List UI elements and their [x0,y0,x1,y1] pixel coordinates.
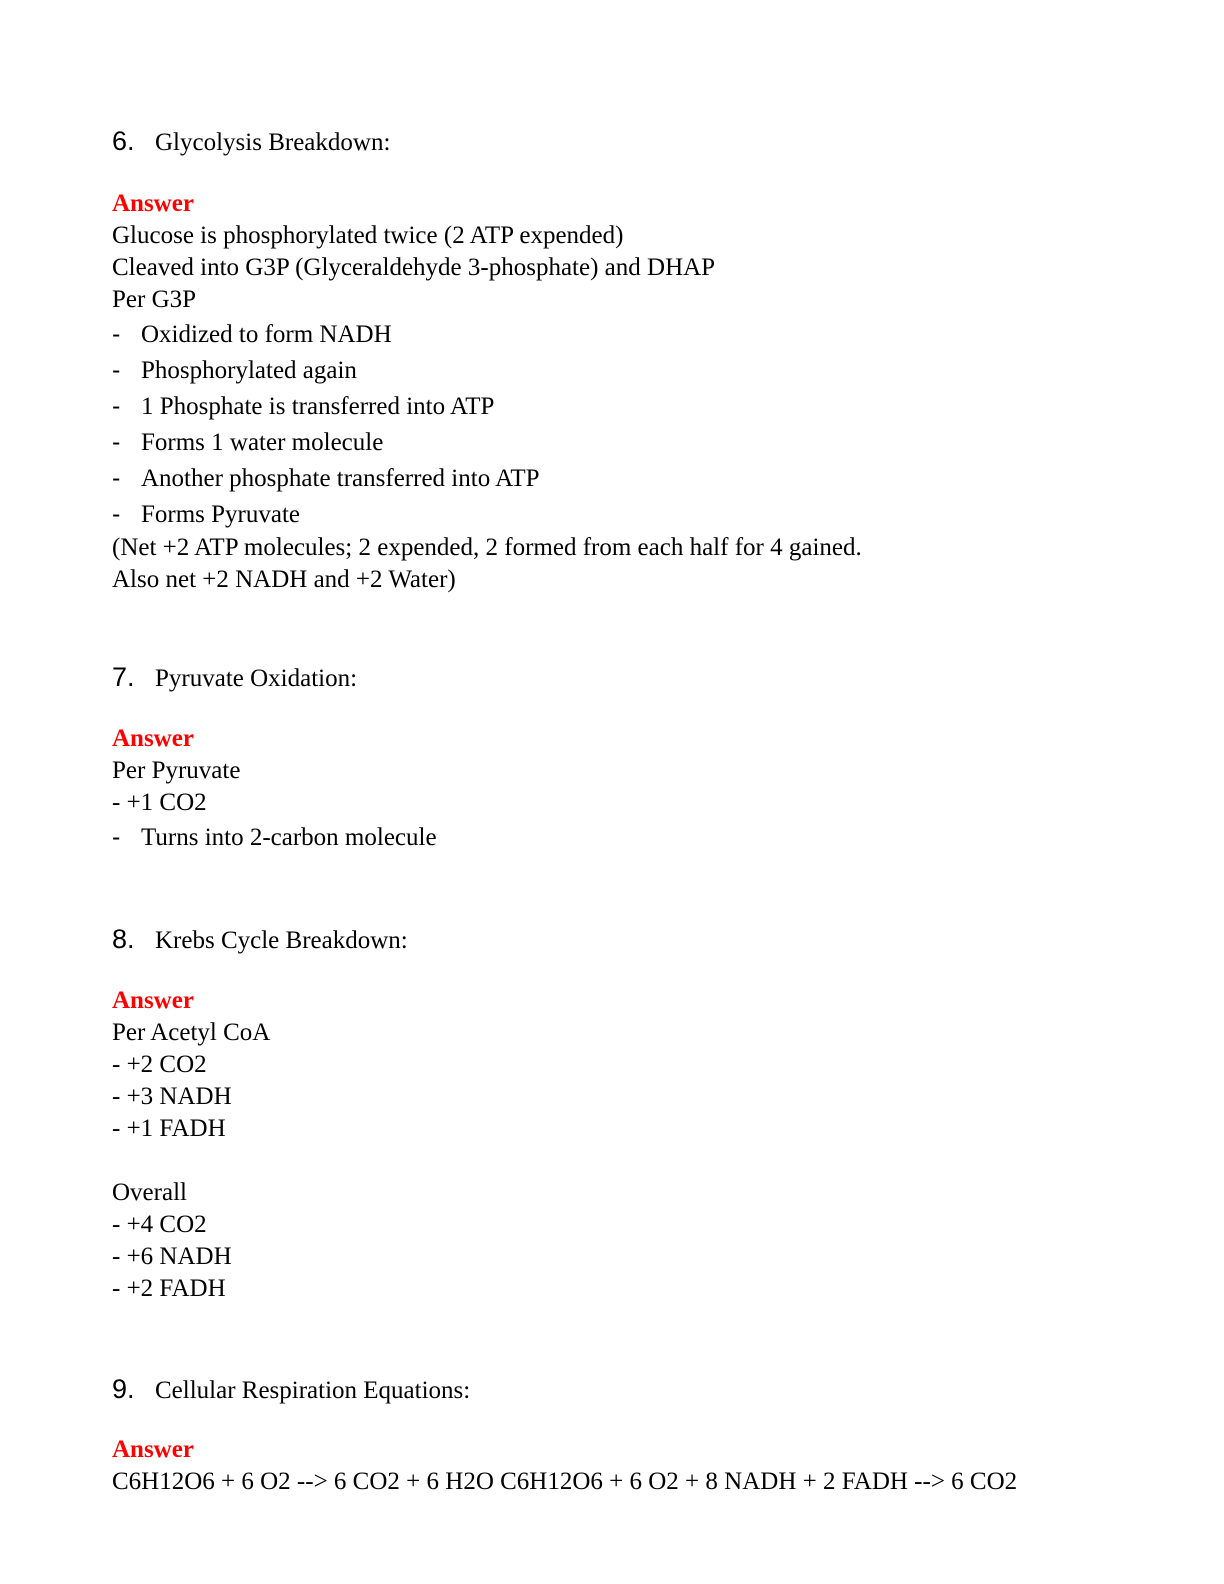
question-number: 7. [112,662,135,692]
answer-line: - +2 CO2 [112,1051,207,1078]
answer-label: Answer [112,725,194,752]
bullet-text: Forms 1 water molecule [141,429,384,456]
answer-line: Per Acetyl CoA [112,1019,271,1046]
answer-label: Answer [112,1436,194,1463]
question-6-heading [112,124,390,160]
question-8-heading [112,922,408,958]
question-8-answer [112,985,270,1305]
answer-line: - +1 FADH [112,1115,226,1142]
question-title: Pyruvate Oxidation: [155,665,358,692]
bullet-text: Phosphorylated again [141,357,357,384]
bullet-text: Forms Pyruvate [141,501,301,528]
answer-line: Cleaved into G3P (Glyceraldehyde 3-phosphate) and DHAP [112,254,716,281]
question-title: Glycolysis Breakdown: [155,129,391,156]
bullet-text: 1 Phosphate is transferred into ATP [141,393,495,420]
answer-line: Also net +2 NADH and +2 Water) [112,566,456,593]
bullet-text: Another phosphate transferred into ATP [141,465,540,492]
answer-line: (Net +2 ATP molecules; 2 expended, 2 formed from each half for 4 gained. [112,534,862,561]
bullet-item: - Forms Pyruvate [112,500,301,528]
bullet-item: - Oxidized to form NADH [112,320,392,348]
answer-line: - +3 NADH [112,1083,232,1110]
answer-line: Glucose is phosphorylated twice (2 ATP expended) [112,222,624,249]
answer-line: - +6 NADH [112,1243,232,1270]
answer-line: - +2 FADH [112,1275,226,1302]
question-title: Krebs Cycle Breakdown: [155,927,408,954]
bullet-text: Turns into 2-carbon molecule [141,824,437,851]
bullet-item: - Turns into 2-carbon molecule [112,823,437,851]
bullet-item: - 1 Phosphate is transferred into ATP [112,392,495,420]
spacer [112,1145,270,1177]
question-9-heading [112,1372,470,1408]
bullet-item: - Phosphorylated again [112,356,357,384]
answer-label: Answer [112,190,194,217]
question-7-heading [112,660,357,696]
question-6-answer [112,188,862,596]
bullet-item: - Another phosphate transferred into ATP [112,464,540,492]
bullet-text: Oxidized to form NADH [141,321,392,348]
question-9-answer [112,1434,1017,1498]
answer-line: - +4 CO2 [112,1211,207,1238]
question-7-answer [112,723,437,855]
answer-line: Overall [112,1179,187,1206]
question-number: 9. [112,1374,135,1404]
question-number: 6. [112,126,135,156]
answer-line: - +1 CO2 [112,789,207,816]
question-title: Cellular Respiration Equations: [155,1377,471,1404]
question-number: 8. [112,924,135,954]
answer-line: Per G3P [112,286,197,313]
answer-line: Per Pyruvate [112,757,241,784]
bullet-item: - Forms 1 water molecule [112,428,384,456]
answer-label: Answer [112,987,194,1014]
equation-line: C6H12O6 + 6 O2 --> 6 CO2 + 6 H2O C6H12O6 + 6 O2 + 8 NADH + 2 FADH --> 6 CO2 [112,1468,1018,1495]
